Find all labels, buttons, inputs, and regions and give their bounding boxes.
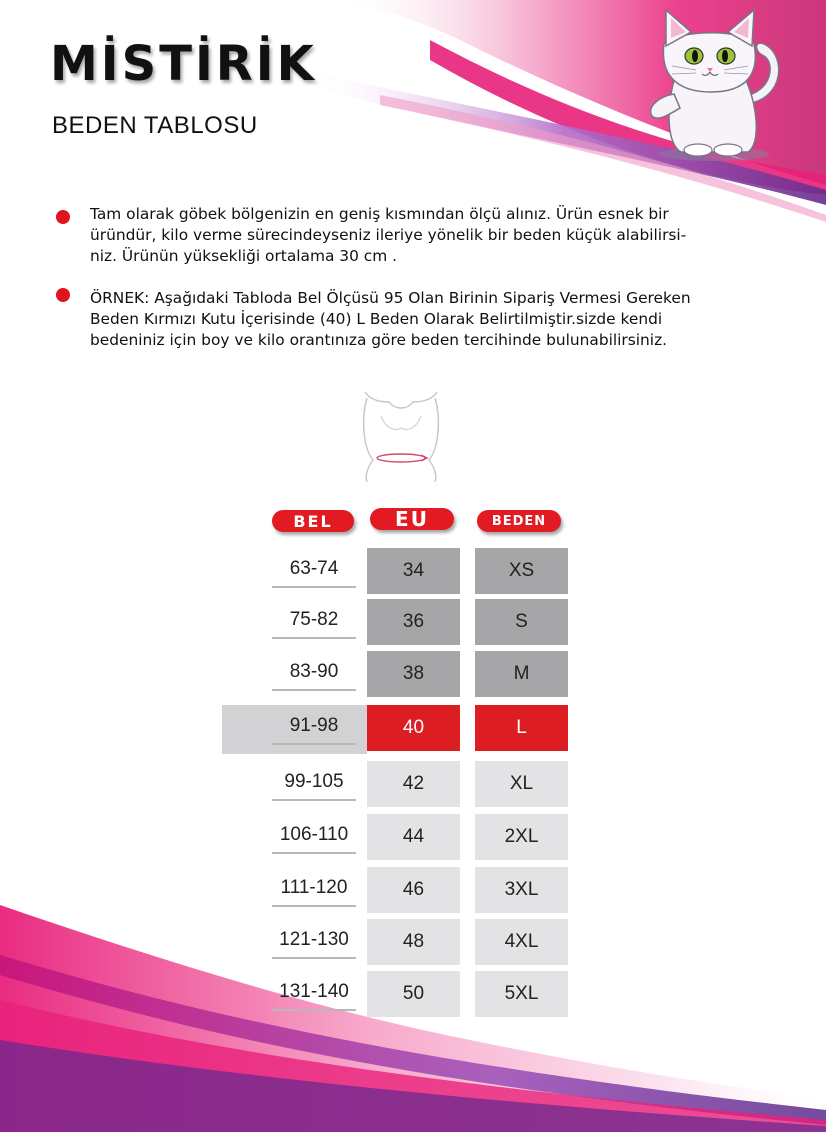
bel-cell: 99-105 (272, 767, 356, 801)
note-paragraph-2: ÖRNEK: Aşağıdaki Tabloda Bel Ölçüsü 95 Olan Birinin Sipariş Vermesi Gereken Beden Kırmızı Kutu İçerisinde (40) L Beden Olarak Belirtilmiştir.sizde kendi bedeniniz için boy ve kilo orantınıza göre beden tercihinde bulunabilirsiniz. (90, 289, 691, 349)
bel-cell: 121-130 (272, 925, 356, 959)
bel-cell: 83-90 (272, 657, 356, 691)
header-eu-badge: EU (370, 508, 454, 530)
header-beden-badge: BEDEN (477, 510, 561, 532)
beden-cell: XS (475, 548, 568, 594)
beden-cell: 2XL (475, 814, 568, 860)
bel-cell: 106-110 (272, 820, 356, 854)
eu-cell: 48 (367, 919, 460, 965)
bel-cell: 63-74 (272, 554, 356, 588)
bel-cell: 111-120 (272, 873, 356, 907)
beden-cell: S (475, 599, 568, 645)
eu-cell: 44 (367, 814, 460, 860)
beden-cell: 4XL (475, 919, 568, 965)
bel-cell: 91-98 (272, 711, 356, 745)
bel-cell: 75-82 (272, 605, 356, 639)
eu-cell: 42 (367, 761, 460, 807)
eu-cell: 50 (367, 971, 460, 1017)
eu-cell: 46 (367, 867, 460, 913)
note-paragraph-1: Tam olarak göbek bölgenizin en geniş kısmından ölçü alınız. Ürün esnek bir üründür, kilo verme sürecindeyseniz ileriye yönelik bir beden küçük alabilirsi- niz. Ürünün yüksekliği ortalama 30 cm . (90, 205, 687, 265)
eu-cell: 38 (367, 651, 460, 697)
bel-cell: 131-140 (272, 977, 356, 1011)
beden-cell: M (475, 651, 568, 697)
eu-cell: 36 (367, 599, 460, 645)
header-bel-badge: BEL (272, 510, 354, 532)
beden-cell: XL (475, 761, 568, 807)
beden-cell: L (475, 705, 568, 751)
beden-cell: 5XL (475, 971, 568, 1017)
brand-logo-text: MİSTİRİK (50, 36, 317, 92)
page-subtitle: BEDEN TABLOSU (52, 112, 258, 139)
eu-cell: 40 (367, 705, 460, 751)
beden-cell: 3XL (475, 867, 568, 913)
eu-cell: 34 (367, 548, 460, 594)
